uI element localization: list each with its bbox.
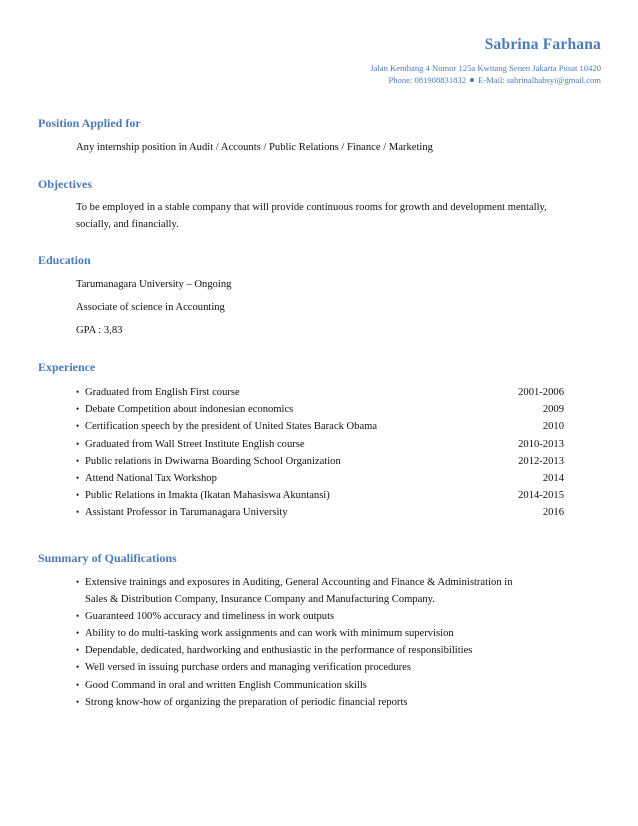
- qualification-item: • Strong know-how of organizing the preparation of periodic financial reports: [76, 694, 516, 711]
- qualification-item: • Good Command in oral and written English Communication skills: [76, 677, 516, 694]
- qualification-item: • Well versed in issuing purchase orders and managing verification procedures: [76, 659, 516, 676]
- experience-item: [76, 504, 564, 521]
- contact-info: [370, 62, 601, 86]
- address-line: Jalan Kembang 4 Nomor 125a Kwitang Senen Jakarta Pusat 10420: [370, 63, 601, 73]
- phone-email-line: [370, 74, 601, 86]
- experience-year: 2009: [542, 404, 564, 416]
- experience-item: [76, 401, 564, 418]
- resume-header: [370, 36, 601, 86]
- experience-text: Public relations in Dwiwarna Boarding School Organization: [85, 455, 341, 467]
- experience-year: 2014-2015: [518, 490, 564, 502]
- experience-text: Attend National Tax Workshop: [85, 473, 217, 485]
- objectives-text: To be employed in a stable company that will provide continuous rooms for growth and development mentally, socially, and financially.: [76, 202, 547, 230]
- education-line: Associate of science in Accounting: [76, 302, 225, 313]
- phone-text: Phone: 081908831832: [388, 75, 467, 85]
- experience-year: 2016: [542, 507, 564, 519]
- email-text: E-Mail: sabrinalhabsyi@gmail.com: [478, 75, 601, 85]
- section-title-objectives: Objectives: [38, 177, 92, 191]
- experience-item: [76, 470, 564, 487]
- experience-text: Assistant Professor in Tarumanagara University: [85, 507, 288, 519]
- experience-list: [76, 384, 564, 522]
- experience-item: [76, 453, 564, 470]
- qualification-item: • Guaranteed 100% accuracy and timeliness in work outputs: [76, 608, 516, 625]
- position-text: Any internship position in Audit / Accounts / Public Relations / Finance / Marketing: [76, 142, 433, 153]
- experience-year: 2010: [542, 421, 564, 433]
- experience-year: 2012-2013: [518, 455, 564, 467]
- experience-item: [76, 436, 564, 453]
- qualifications-list: [76, 574, 516, 711]
- experience-item: [76, 418, 564, 435]
- qualification-item: • Ability to do multi-tasking work assignments and can work with minimum supervision: [76, 625, 516, 642]
- qualification-item: • Extensive trainings and exposures in Auditing, General Accounting and Finance & Administration in Sales & Distribution Company, Insurance Company and Manufacturing Company.: [76, 574, 516, 608]
- separator-bullet-icon: [470, 78, 474, 82]
- experience-text: Public Relations in Imakta (Ikatan Mahasiswa Akuntansi): [85, 490, 330, 502]
- section-title-education: Education: [38, 253, 91, 267]
- education-line: GPA : 3,83: [76, 325, 123, 336]
- experience-item: [76, 384, 564, 401]
- section-title-position: Position Applied for: [38, 116, 141, 130]
- experience-text: Graduated from Wall Street Institute English course: [85, 438, 305, 450]
- experience-text: Debate Competition about indonesian economics: [85, 404, 294, 416]
- experience-year: 2010-2013: [518, 438, 564, 450]
- experience-text: Certification speech by the president of United States Barack Obama: [85, 421, 378, 433]
- applicant-name: Sabrina Farhana: [484, 36, 601, 53]
- section-title-qualifications: Summary of Qualifications: [38, 551, 177, 565]
- section-title-experience: Experience: [38, 360, 96, 374]
- experience-item: [76, 487, 564, 504]
- education-line: Tarumanagara University – Ongoing: [76, 279, 232, 290]
- experience-year: 2001-2006: [518, 387, 564, 398]
- qualification-item: • Dependable, dedicated, hardworking and enthusiastic in the performance of responsibilities: [76, 642, 516, 659]
- experience-year: 2014: [542, 473, 564, 485]
- experience-text: Graduated from English First course: [85, 387, 240, 398]
